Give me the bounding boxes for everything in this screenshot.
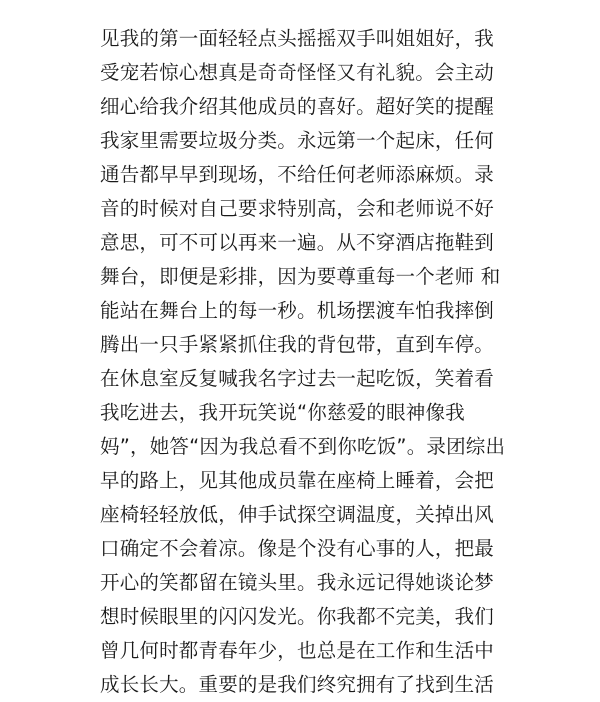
- text-line: 能站在舞台上的每一秒。机场摆渡车怕我摔倒: [100, 299, 495, 322]
- text-line: 通告都早早到现场，不给任何老师添麻烦。录: [100, 163, 495, 186]
- text-line: 细心给我介绍其他成员的喜好。超好笑的提醒: [100, 95, 495, 118]
- text-line: 腾出一只手紧紧抓住我的背包带，直到车停。: [100, 333, 495, 356]
- text-line: 座椅轻轻放低，伸手试探空调温度，关掉出风: [100, 503, 495, 526]
- text-line: 音的时候对自己要求特别高，会和老师说不好: [100, 197, 495, 220]
- text-line: 见我的第一面轻轻点头摇摇双手叫姐姐好，我: [100, 27, 495, 50]
- text-line: 受宠若惊心想真是奇奇怪怪又有礼貌。会主动: [100, 61, 495, 84]
- text-line: 早的路上，见其他成员靠在座椅上睡着，会把: [100, 469, 495, 492]
- text-line: 曾几何时都青春年少，也总是在工作和生活中: [100, 639, 495, 662]
- text-line: 舞台，即便是彩排，因为要尊重每一个老师 和: [100, 265, 501, 288]
- text-line: 成长长大。重要的是我们终究拥有了找到生活: [100, 673, 495, 696]
- text-line: 开心的笑都留在镜头里。我永远记得她谈论梦: [100, 571, 495, 594]
- text-line: 我吃进去，我开玩笑说“你慈爱的眼神像我: [100, 401, 465, 424]
- text-line: 意思，可不可以再来一遍。从不穿酒店拖鞋到: [100, 231, 495, 254]
- text-line: 在休息室反复喊我名字过去一起吃饭，笑着看: [100, 367, 495, 390]
- text-line: 我家里需要垃圾分类。永远第一个起床，任何: [100, 129, 495, 152]
- text-line: 想时候眼里的闪闪发光。你我都不完美，我们: [100, 605, 495, 628]
- text-line: 口确定不会着凉。像是个没有心事的人，把最: [100, 537, 495, 560]
- text-line: 妈”，她答“因为我总看不到你吃饭”。录团综出: [100, 435, 506, 458]
- body-text: [100, 22, 530, 702]
